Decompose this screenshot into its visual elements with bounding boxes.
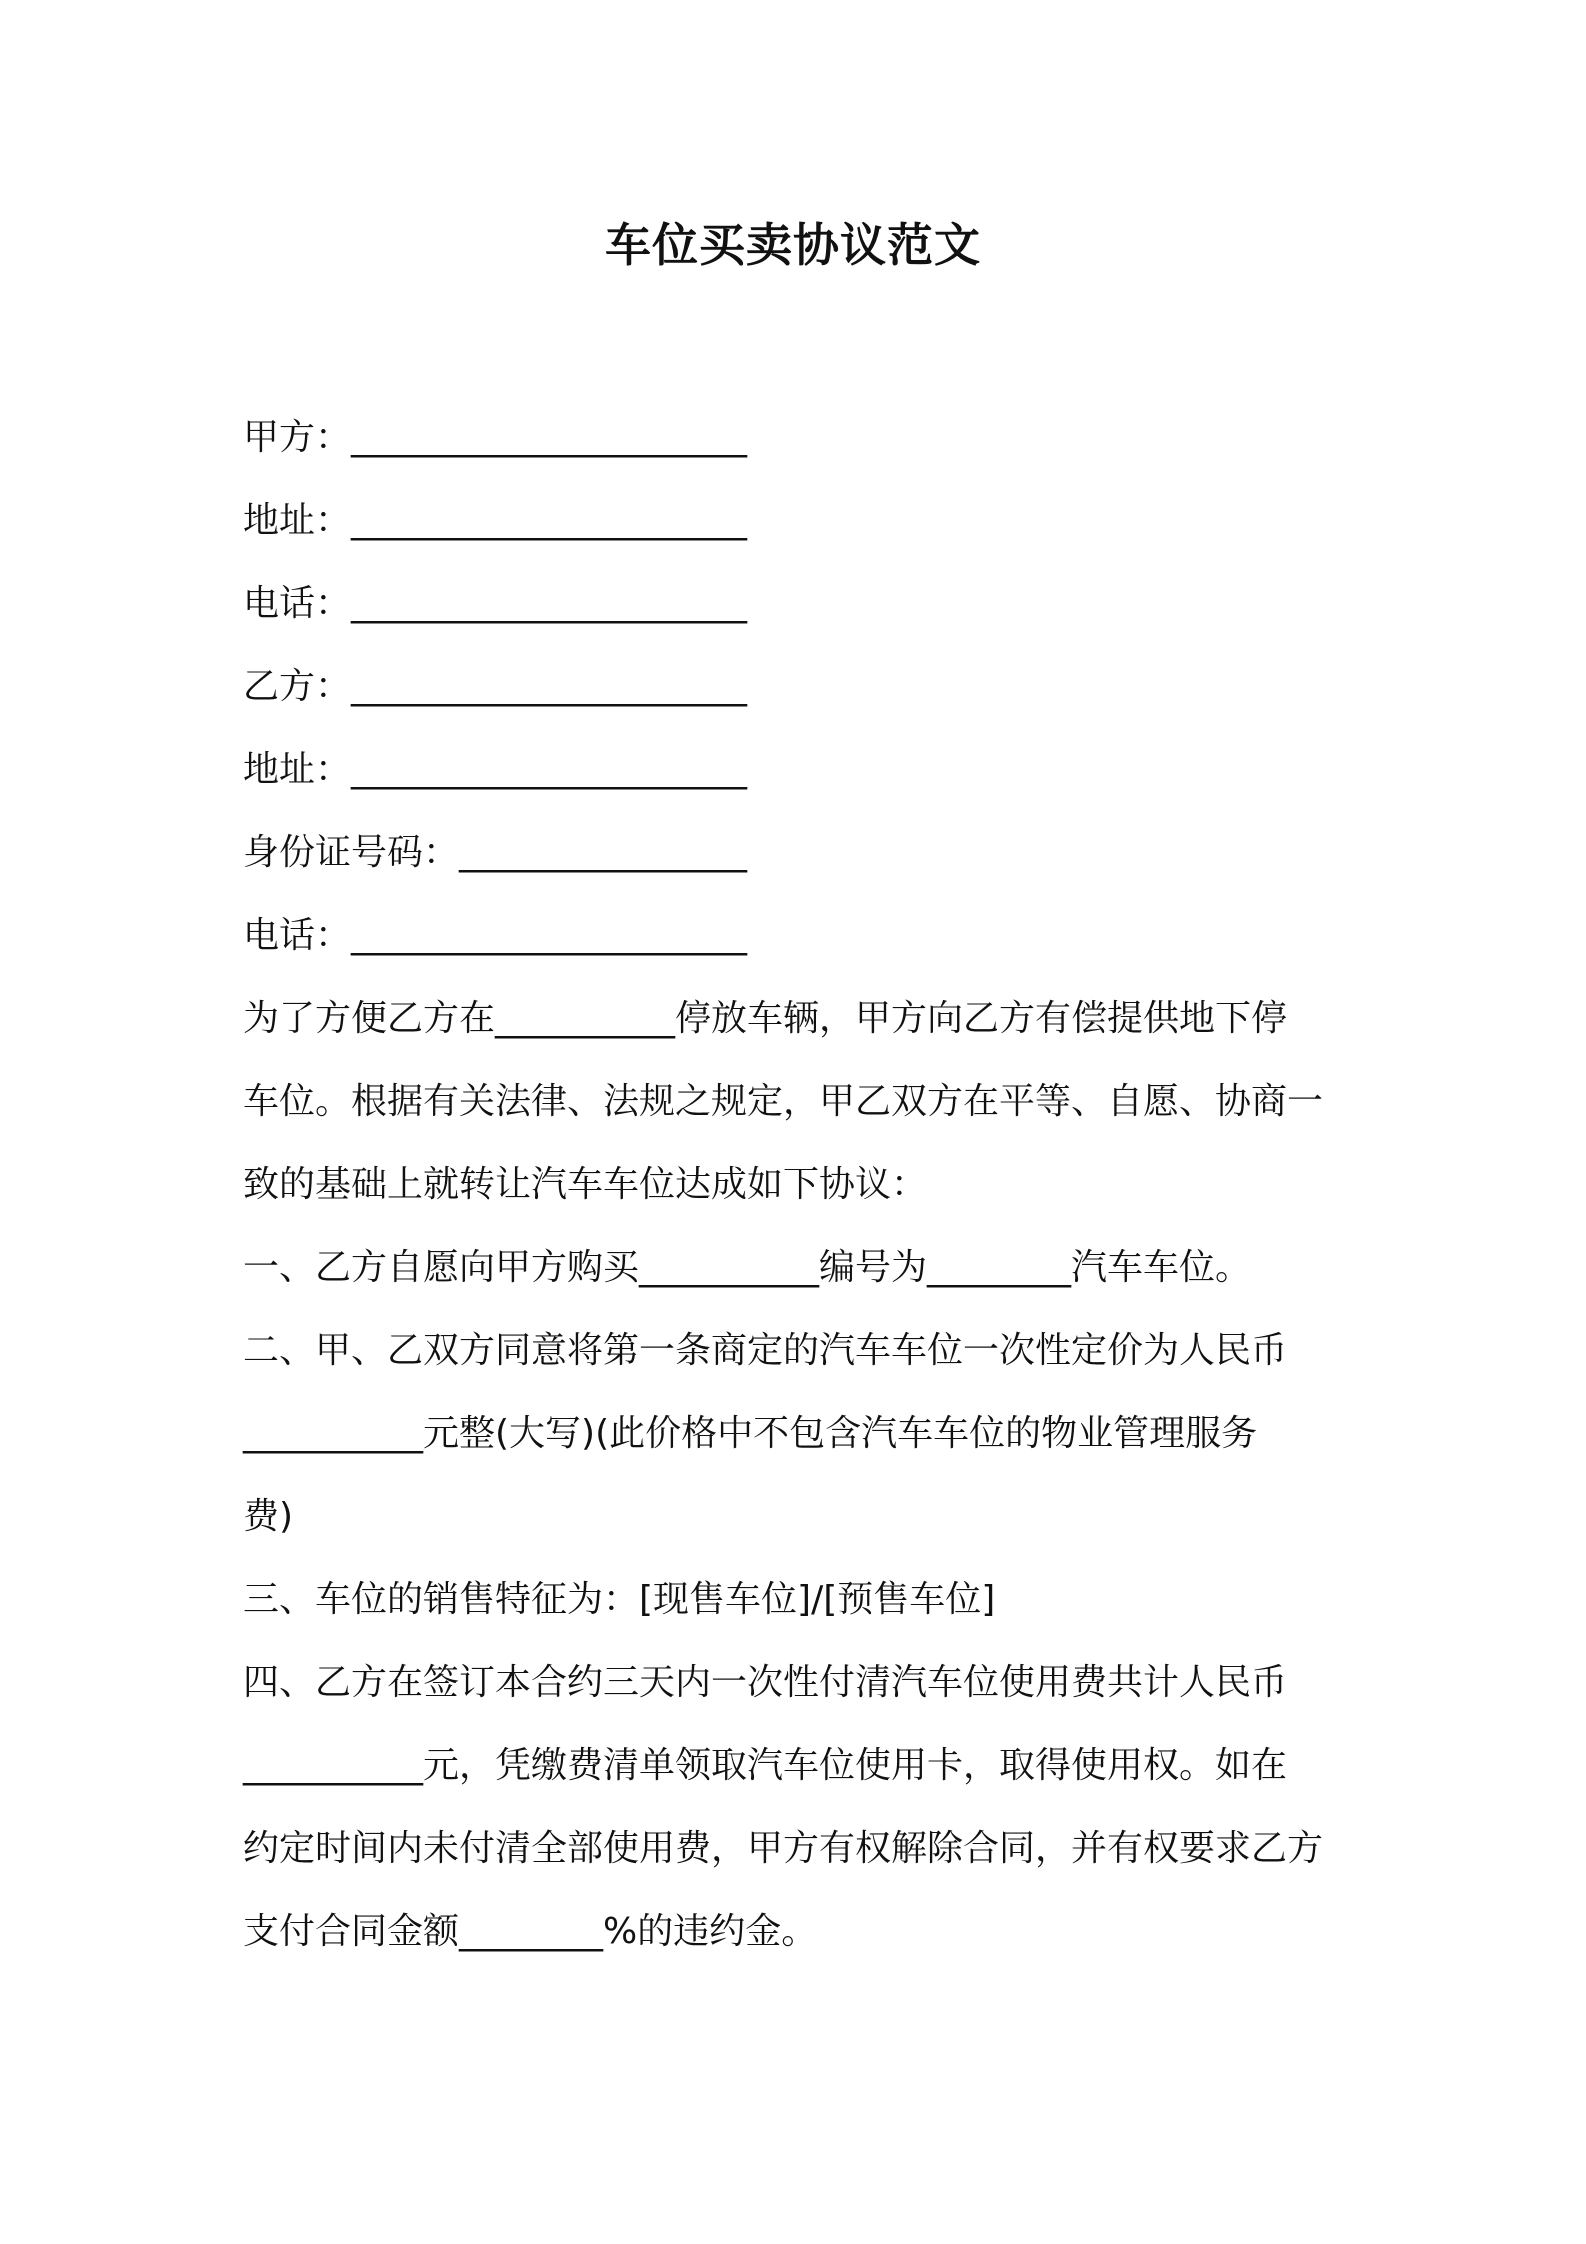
clause-2-line: 二、甲、乙双方同意将第一条商定的汽车车位一次性定价为人民币 <box>243 1330 1288 1371</box>
party-a-address-blank: ______________________ <box>351 500 748 541</box>
party-a-phone-blank: ______________________ <box>351 583 748 624</box>
party-b-address-blank: ______________________ <box>351 749 748 790</box>
party-a-address-label: 地址： <box>243 500 352 541</box>
party-b-address-line <box>243 744 1363 796</box>
clause-1-line: 一、乙方自愿向甲方购买__________编号为________汽车车位。 <box>243 1247 1252 1288</box>
party-b-label: 乙方： <box>243 666 352 707</box>
body-line: 致的基础上就转让汽车车位达成如下协议： <box>243 1164 928 1205</box>
party-b-id-label: 身份证号码： <box>243 832 460 873</box>
clause-2-line: __________元整(大写)(此价格中不包含汽车车位的物业管理服务 <box>243 1413 1258 1454</box>
clause-4-line: 支付合同金额________%的违约金。 <box>243 1911 818 1952</box>
clause-4-line: 四、乙方在签订本合约三天内一次性付清汽车位使用费共计人民币 <box>243 1662 1288 1703</box>
party-b-phone-label: 电话： <box>243 915 352 956</box>
party-a-address-line <box>243 495 1363 547</box>
party-b-phone-line <box>243 910 1363 962</box>
clause-4-line: __________元，凭缴费清单领取汽车位使用卡，取得使用权。如在 <box>243 1745 1288 1786</box>
party-a-label: 甲方： <box>243 417 352 458</box>
party-a-phone-line <box>243 578 1363 630</box>
clause-3-line: 三、车位的销售特征为：[现售车位]/[预售车位] <box>243 1579 996 1620</box>
party-b-line <box>243 661 1363 713</box>
party-b-phone-blank: ______________________ <box>351 915 748 956</box>
party-a-phone-label: 电话： <box>243 583 352 624</box>
document-title: 车位买卖协议范文 <box>605 218 981 272</box>
party-a-blank: ______________________ <box>351 417 748 458</box>
clause-4-line: 约定时间内未付清全部使用费，甲方有权解除合同，并有权要求乙方 <box>243 1828 1324 1869</box>
party-b-id-blank: ________________ <box>459 832 748 873</box>
party-b-address-label: 地址： <box>243 749 352 790</box>
clause-2-line: 费) <box>243 1496 294 1537</box>
party-a-line <box>243 412 1363 464</box>
body-line: 车位。根据有关法律、法规之规定，甲乙双方在平等、自愿、协商一 <box>243 1081 1324 1122</box>
party-b-blank: ______________________ <box>351 666 748 707</box>
party-b-id-line <box>243 827 1363 879</box>
body-line: 为了方便乙方在__________停放车辆，甲方向乙方有偿提供地下停 <box>243 998 1288 1039</box>
